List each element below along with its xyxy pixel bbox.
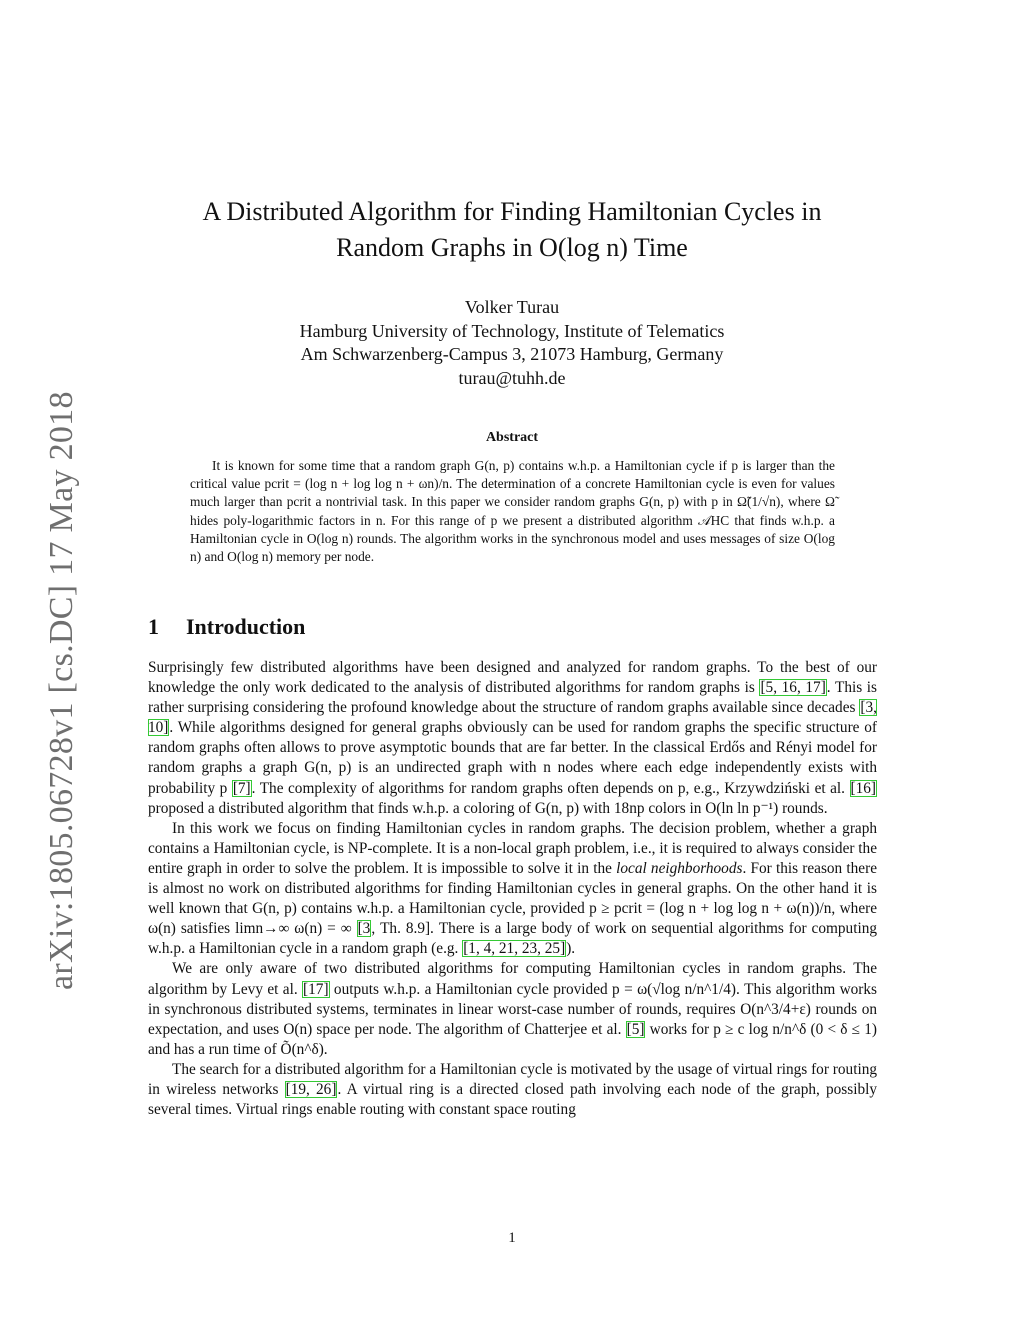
text-run: , Th. 8.9]. There is a large body of work on sequential algorithms for computing w.h.p. a Hamiltonian cycle in a random graph (e.g. xyxy=(148,920,877,958)
citation-link[interactable]: [19, 26] xyxy=(285,1080,337,1098)
text-run: Surprisingly few distributed algorithms have been designed and analyzed for random graphs. To the best of our knowledge the only work dedicated to the analysis of distributed algorithms for random graphs is xyxy=(148,659,877,697)
author-name: Volker Turau xyxy=(464,297,560,317)
section-title: Introduction xyxy=(186,614,306,639)
text-run: We are only aware of two distributed algorithms for computing Hamiltonian cycles in random graphs. The algorithm by Levy et al. xyxy=(148,960,877,998)
paragraph-4 xyxy=(148,1060,877,1120)
text-run: In this work we focus on finding Hamiltonian cycles in random graphs. The decision problem, whether a graph contains a Hamiltonian cycle, is NP-complete. It is a non-local graph problem, i.e., it is required to always consider the entire graph in order to solve the problem. It is impossible to solve it in the xyxy=(148,819,877,877)
title-line-2: Random Graphs in O(log n) Time xyxy=(336,233,688,262)
text-run: The search for a distributed algorithm for a Hamiltonian cycle is motivated by the usage of virtual rings for routing in wireless networks xyxy=(148,1060,877,1098)
abstract-heading: Abstract xyxy=(485,430,539,445)
text-run: works for p ≥ c log n/n^δ (0 < δ ≤ 1) and has a run time of Õ(n^δ). xyxy=(148,1020,877,1058)
arxiv-identifier: arXiv:1805.06728v1 [cs.DC] 17 May 2018 xyxy=(43,391,80,990)
citation-link[interactable]: [7] xyxy=(232,779,251,797)
body-text xyxy=(148,658,877,1120)
citation-link[interactable]: [5] xyxy=(626,1020,645,1038)
citation-link[interactable]: [5, 16, 17] xyxy=(760,679,826,697)
title-line-1: A Distributed Algorithm for Finding Hamiltonian Cycles in xyxy=(202,197,822,226)
paragraph-2 xyxy=(148,819,877,960)
text-run: . The complexity of algorithms for random graphs often depends on p, e.g., Krzywdziński et al. xyxy=(251,779,850,797)
paper-title xyxy=(120,194,904,266)
text-run: . While algorithms designed for general graphs obviously can be used for random graphs the specific structure of random graphs often allows to prove asymptotic bounds that are far better. In the classical Erdős and Rényi model for random graphs a graph G(n, p) is an undirected graph with n nodes where each edge independently exists with probability p xyxy=(148,719,877,797)
author-address: Am Schwarzenberg-Campus 3, 21073 Hamburg, Germany xyxy=(300,344,724,364)
text-run: . A virtual ring is a directed closed path involving each node of the graph, possibly several times. Virtual rings enable routing with constant space routing xyxy=(148,1080,878,1119)
abstract-paragraph: It is known for some time that a random graph G(n, p) contains w.h.p. a Hamiltonian cycle if p is larger than the critical value pcrit = (log n + log log n + ωn)/n. The determination of a concrete Hamiltonian cycle is even for values much larger than pcrit a nontrivial task. In this paper we consider random graphs G(n, p) with p in Ω̃(1/√n), where Ω̃ hides poly-logarithmic factors in n. For this range of p we present a distributed algorithm 𝒜HC that finds w.h.p. a Hamiltonian cycle in O(log n) rounds. The algorithm works in the synchronous model and uses messages of size O(log n) and O(log n) memory per node. xyxy=(190,458,835,565)
citation-link[interactable]: [1, 4, 21, 23, 25] xyxy=(463,940,566,958)
text-run: proposed a distributed algorithm that finds w.h.p. a coloring of G(n, p) with 18np colors in O(ln ln p⁻¹) rounds. xyxy=(148,799,828,817)
author-block xyxy=(160,296,864,390)
citation-link[interactable]: [17] xyxy=(303,980,329,998)
author-email: turau@tuhh.de xyxy=(458,367,566,388)
text-run: . This is rather surprising considering the profound knowledge about the structure of random graphs available since decades xyxy=(148,679,877,717)
author-affiliation: Hamburg University of Technology, Institute of Telematics xyxy=(299,320,725,341)
paragraph-3 xyxy=(148,959,877,1059)
citation-link[interactable]: [16] xyxy=(850,779,876,797)
section-heading xyxy=(148,614,876,640)
emphasis: local neighborhoods xyxy=(616,859,743,877)
text-run: outputs w.h.p. a Hamiltonian cycle provided p = ω(√log n/n^1/4). This algorithm works in synchronous distributed systems, terminates in linear worst-case number of rounds, requires O(n^3/4+ε) rounds on expectation, and uses O(n) space per node. The algorithm of Chatterjee et al. xyxy=(148,980,877,1038)
text-run: ). xyxy=(566,940,576,958)
page-number: 1 xyxy=(508,1230,516,1246)
paragraph-1 xyxy=(148,658,877,819)
citation-link[interactable]: [3 xyxy=(357,920,371,938)
section-number: 1 xyxy=(148,614,159,639)
abstract-text xyxy=(190,457,835,566)
text-run: . For this reason there is almost no work on distributed algorithms for finding Hamiltonian cycles in general graphs. On the other hand it is well known that G(n, p) contains w.h.p. a Hamiltonian cycle, provided p ≥ pcrit = (log n + log log n + ω(n))/n, where ω(n) satisfies limn→∞ ω(n) = ∞ xyxy=(148,859,877,938)
citation-link[interactable]: [3, 10] xyxy=(148,699,877,737)
